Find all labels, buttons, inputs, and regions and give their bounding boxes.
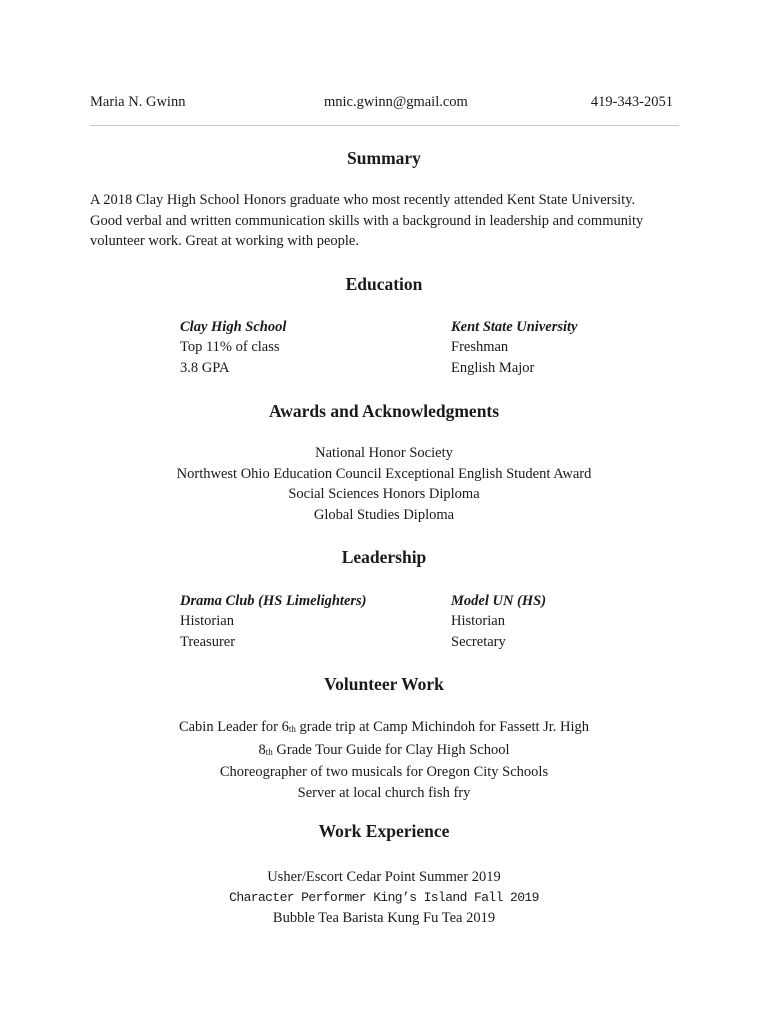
- school-name: Clay High School: [180, 319, 287, 335]
- volunteer-item: Choreographer of two musicals for Oregon City Schools: [219, 764, 549, 780]
- phone-number: 419-343-2051: [590, 94, 673, 110]
- volunteer-text: grade trip at Camp Michindoh for Fassett Jr. High: [295, 719, 590, 735]
- leadership-right-column: [451, 591, 546, 652]
- education-detail: English Major: [451, 359, 535, 376]
- leadership-left-column: [180, 591, 367, 652]
- leadership-role: Treasurer: [180, 633, 236, 650]
- volunteer-heading: Volunteer Work: [324, 674, 444, 694]
- volunteer-text: Cabin Leader for 6: [178, 719, 289, 735]
- summary-paragraph: [90, 190, 680, 252]
- summary-line: Good verbal and written communication skills with a background in leadership and community: [90, 212, 644, 229]
- leadership-role: Secretary: [451, 633, 506, 650]
- ordinal-suffix: th: [265, 746, 273, 757]
- applicant-name: Maria N. Gwinn: [90, 94, 186, 110]
- work-list: [0, 867, 768, 929]
- school-name: Kent State University: [451, 319, 578, 335]
- work-item: Bubble Tea Barista Kung Fu Tea 2019: [272, 910, 496, 926]
- volunteer-text: 8: [258, 741, 266, 758]
- work-item: Character Performer King’s Island Fall 2019: [229, 889, 539, 905]
- volunteer-text: Grade Tour Guide for Clay High School: [272, 741, 510, 758]
- email-address[interactable]: mnic.gwinn@gmail.com: [324, 94, 468, 110]
- volunteer-item: [0, 740, 768, 763]
- education-right-column: [451, 317, 577, 378]
- award-item: Social Sciences Honors Diploma: [288, 486, 480, 502]
- organization-name: Drama Club (HS Limelighters): [180, 593, 367, 609]
- volunteer-item: Server at local church fish fry: [297, 784, 471, 801]
- education-left-column: [180, 317, 286, 378]
- education-detail: Top 11% of class: [180, 339, 280, 356]
- education-detail: Freshman: [451, 339, 509, 356]
- leadership-heading: Leadership: [341, 547, 427, 567]
- ordinal-suffix: th: [288, 724, 296, 734]
- award-item: Global Studies Diploma: [313, 506, 455, 523]
- leadership-role: Historian: [451, 613, 505, 630]
- summary-line: volunteer work. Great at working with people.: [90, 233, 359, 250]
- award-item: Northwest Ohio Education Council Exceptional English Student Award: [176, 465, 592, 482]
- organization-name: Model UN (HS): [451, 593, 547, 609]
- work-item: Usher/Escort Cedar Point Summer 2019: [267, 869, 501, 885]
- awards-list: [0, 443, 768, 525]
- volunteer-list: [0, 717, 768, 803]
- award-item: National Honor Society: [315, 445, 453, 461]
- volunteer-item: [0, 717, 768, 740]
- leadership-role: Historian: [180, 613, 234, 630]
- awards-heading: Awards and Acknowledgments: [268, 401, 500, 421]
- education-detail: 3.8 GPA: [180, 359, 230, 376]
- summary-heading: Summary: [347, 148, 421, 168]
- header-divider: [90, 125, 679, 126]
- education-heading: Education: [345, 274, 423, 294]
- work-heading: Work Experience: [318, 821, 450, 841]
- summary-line: A 2018 Clay High School Honors graduate who most recently attended Kent State University.: [90, 192, 636, 208]
